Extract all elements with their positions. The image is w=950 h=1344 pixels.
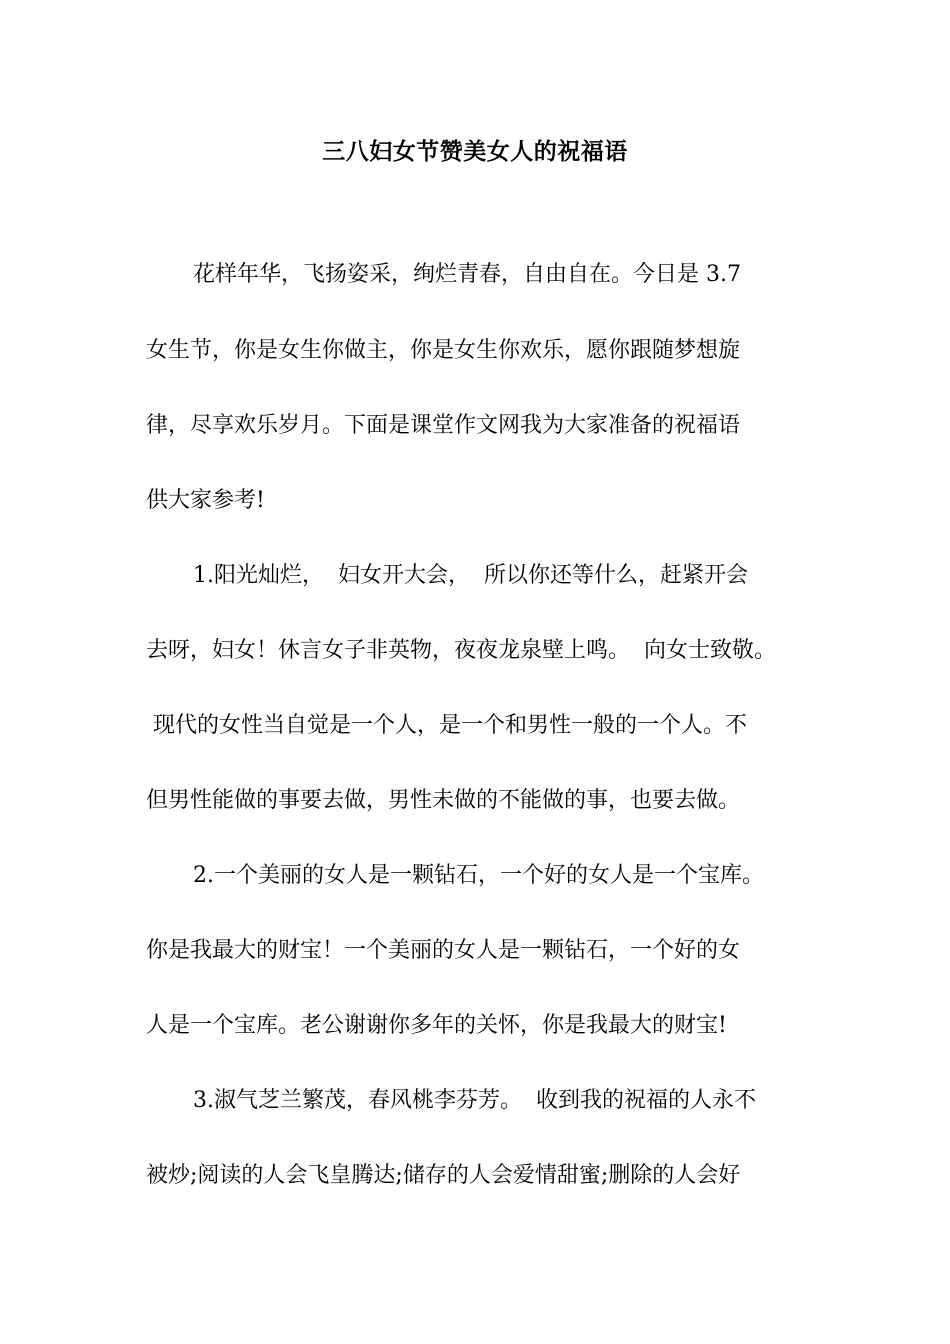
paragraph-line: 3.淑气芝兰繁茂，春风桃李芬芳。 收到我的祝福的人永不 <box>193 1088 756 1113</box>
paragraph-line: 人是一个宝库。老公谢谢你多年的关怀，你是我最大的财宝! <box>146 1013 727 1038</box>
document-title: 三八妇女节赞美女人的祝福语 <box>322 138 628 165</box>
paragraph-line: 现代的女性当自觉是一个人，是一个和男性一般的一个人。不 <box>146 713 747 738</box>
paragraph-line: 去呀，妇女！休言女子非英物，夜夜龙泉壁上鸣。 向女士致敬。 <box>146 638 776 663</box>
paragraph-line: 花样年华，飞扬姿采，绚烂青春，自由自在。今日是 3.7 <box>193 262 741 287</box>
paragraph-line: 律，尽享欢乐岁月。下面是课堂作文网我为大家准备的祝福语 <box>146 413 741 438</box>
paragraph-line: 你是我最大的财宝！一个美丽的女人是一颗钻石，一个好的女 <box>146 938 741 963</box>
paragraph-line: 女生节，你是女生你做主，你是女生你欢乐，愿你跟随梦想旋 <box>146 338 741 363</box>
paragraph-line: 2.一个美丽的女人是一颗钻石，一个好的女人是一个宝库。 <box>193 863 764 888</box>
paragraph-line: 被炒;阅读的人会飞皇腾达;储存的人会爱情甜蜜;删除的人会好 <box>146 1163 741 1188</box>
paragraph-line: 供大家参考! <box>146 488 265 513</box>
paragraph-line: 1.阳光灿烂， 妇女开大会， 所以你还等什么，赶紧开会 <box>193 563 748 588</box>
paragraph-line: 但男性能做的事要去做，男性未做的不能做的事，也要去做。 <box>146 788 741 813</box>
